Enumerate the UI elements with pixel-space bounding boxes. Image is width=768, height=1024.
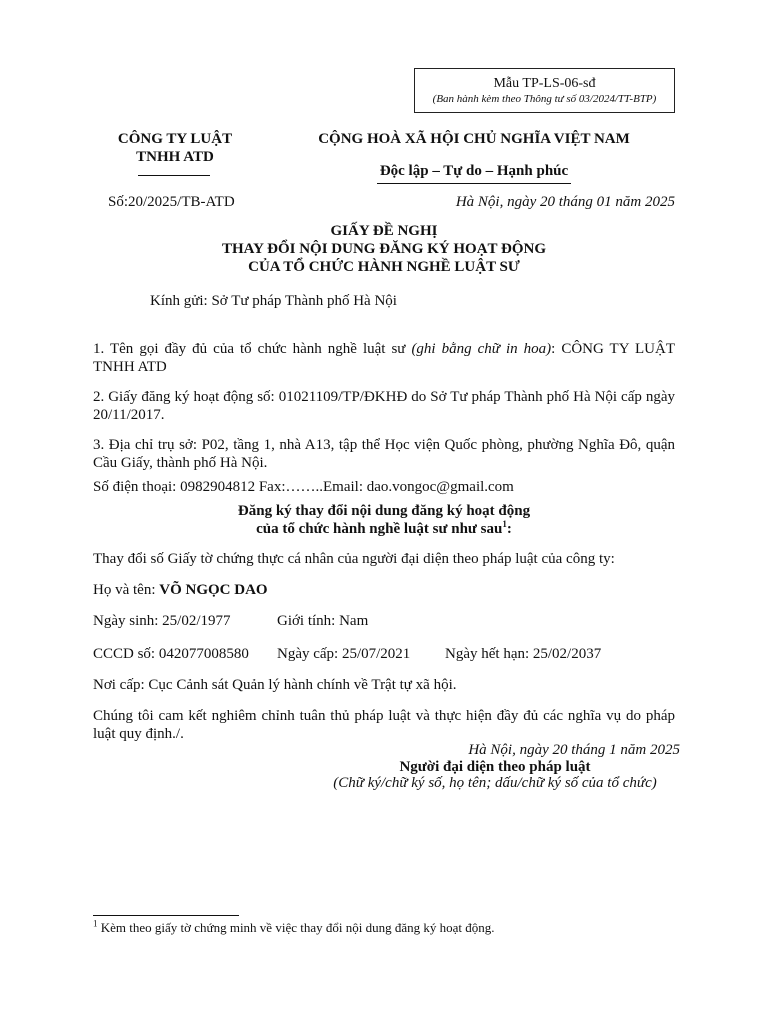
document-number: Số:20/2025/TB-ATD [108, 194, 235, 210]
title-line3: CỦA TỔ CHỨC HÀNH NGHỀ LUẬT SƯ [248, 259, 520, 275]
person-name-row [93, 581, 268, 599]
item-3: 3. Địa chỉ trụ sở: P02, tầng 1, nhà A13, tập thể Học viện Quốc phòng, phường Nghĩa Đô, quận Cầu Giấy, thành phố Hà Nội. [93, 437, 675, 471]
company-underline [138, 175, 210, 176]
footnote [93, 920, 495, 936]
person-issue-date: Ngày cấp: 25/07/2021 [277, 646, 411, 662]
footnote-ref: 1 [502, 519, 507, 529]
change-note: Thay đổi số Giấy tờ chứng thực cá nhân của người đại diện theo pháp luật của công ty: [93, 551, 615, 567]
form-code-box [414, 68, 675, 113]
item-1 [93, 340, 675, 376]
person-id: CCCD số: 042077008580 [93, 646, 249, 662]
item-1-value: : CÔNG TY LUẬT TNHH ATD [93, 341, 675, 375]
commitment: Chúng tôi cam kết nghiêm chỉnh tuân thủ pháp luật và thực hiện đầy đủ các nghĩa vụ do pháp luật quy định./. [93, 708, 675, 742]
item-2: 2. Giấy đăng ký hoạt động số: 01021109/TP/ĐKHĐ do Sở Tư pháp Thành phố Hà Nội cấp ngày 20/11/2017. [93, 389, 675, 423]
motto-underline [377, 183, 571, 184]
footnote-separator [93, 915, 239, 916]
nation-title: CỘNG HOÀ XÃ HỘI CHỦ NGHĨA VIỆT NAM [318, 131, 630, 147]
title-line1: GIẤY ĐỀ NGHỊ [330, 223, 438, 239]
item-1-prefix: 1. Tên gọi đầy đủ của tổ chức hành nghề luật sư [93, 341, 412, 357]
person-name-label: Họ và tên: [93, 582, 160, 598]
section-colon: : [506, 521, 512, 537]
title-line2: THAY ĐỔI NỘI DUNG ĐĂNG KÝ HOẠT ĐỘNG [221, 241, 547, 257]
signature-date: Hà Nội, ngày 20 tháng 1 năm 2025 [468, 742, 680, 758]
footnote-mark: 1 [93, 918, 98, 929]
form-code: Mẫu TP-LS-06-sđ [493, 76, 596, 91]
person-dob: Ngày sinh: 25/02/1977 [93, 613, 231, 629]
section-heading [93, 502, 675, 538]
contact-line: Số điện thoại: 0982904812 Fax:……..Email: dao.vongoc@gmail.com [93, 479, 514, 495]
form-note: (Ban hành kèm theo Thông tư số 03/2024/TT-BTP) [432, 93, 657, 105]
company-name-line2: TNHH ATD [136, 149, 214, 165]
footnote-text: Kèm theo giấy tờ chứng minh về việc thay đổi nội dung đăng ký hoạt động. [97, 920, 495, 935]
signature-role: Người đại diện theo pháp luật [399, 759, 591, 775]
person-name: VÕ NGỌC DAO [159, 582, 268, 598]
recipient: Kính gửi: Sở Tư pháp Thành phố Hà Nội [150, 293, 397, 309]
person-expiry: Ngày hết hạn: 25/02/2037 [445, 646, 602, 662]
nation-motto: Độc lập – Tự do – Hạnh phúc [379, 163, 569, 179]
signature-note: (Chữ ký/chữ ký số, họ tên; dấu/chữ ký số của tổ chức) [333, 775, 657, 791]
company-name-line1: CÔNG TY LUẬT [117, 131, 233, 147]
document-date: Hà Nội, ngày 20 tháng 01 năm 2025 [455, 194, 675, 210]
person-gender: Giới tính: Nam [277, 613, 369, 629]
person-issuer: Nơi cấp: Cục Cảnh sát Quản lý hành chính về Trật tự xã hội. [93, 677, 457, 693]
item-1-italic: (ghi bằng chữ in hoa) [411, 341, 552, 357]
section-line2: của tổ chức hành nghề luật sư như sau [256, 521, 503, 537]
section-line1: Đăng ký thay đổi nội dung đăng ký hoạt động [237, 503, 531, 519]
document-title [93, 222, 675, 276]
company-name [100, 130, 250, 166]
